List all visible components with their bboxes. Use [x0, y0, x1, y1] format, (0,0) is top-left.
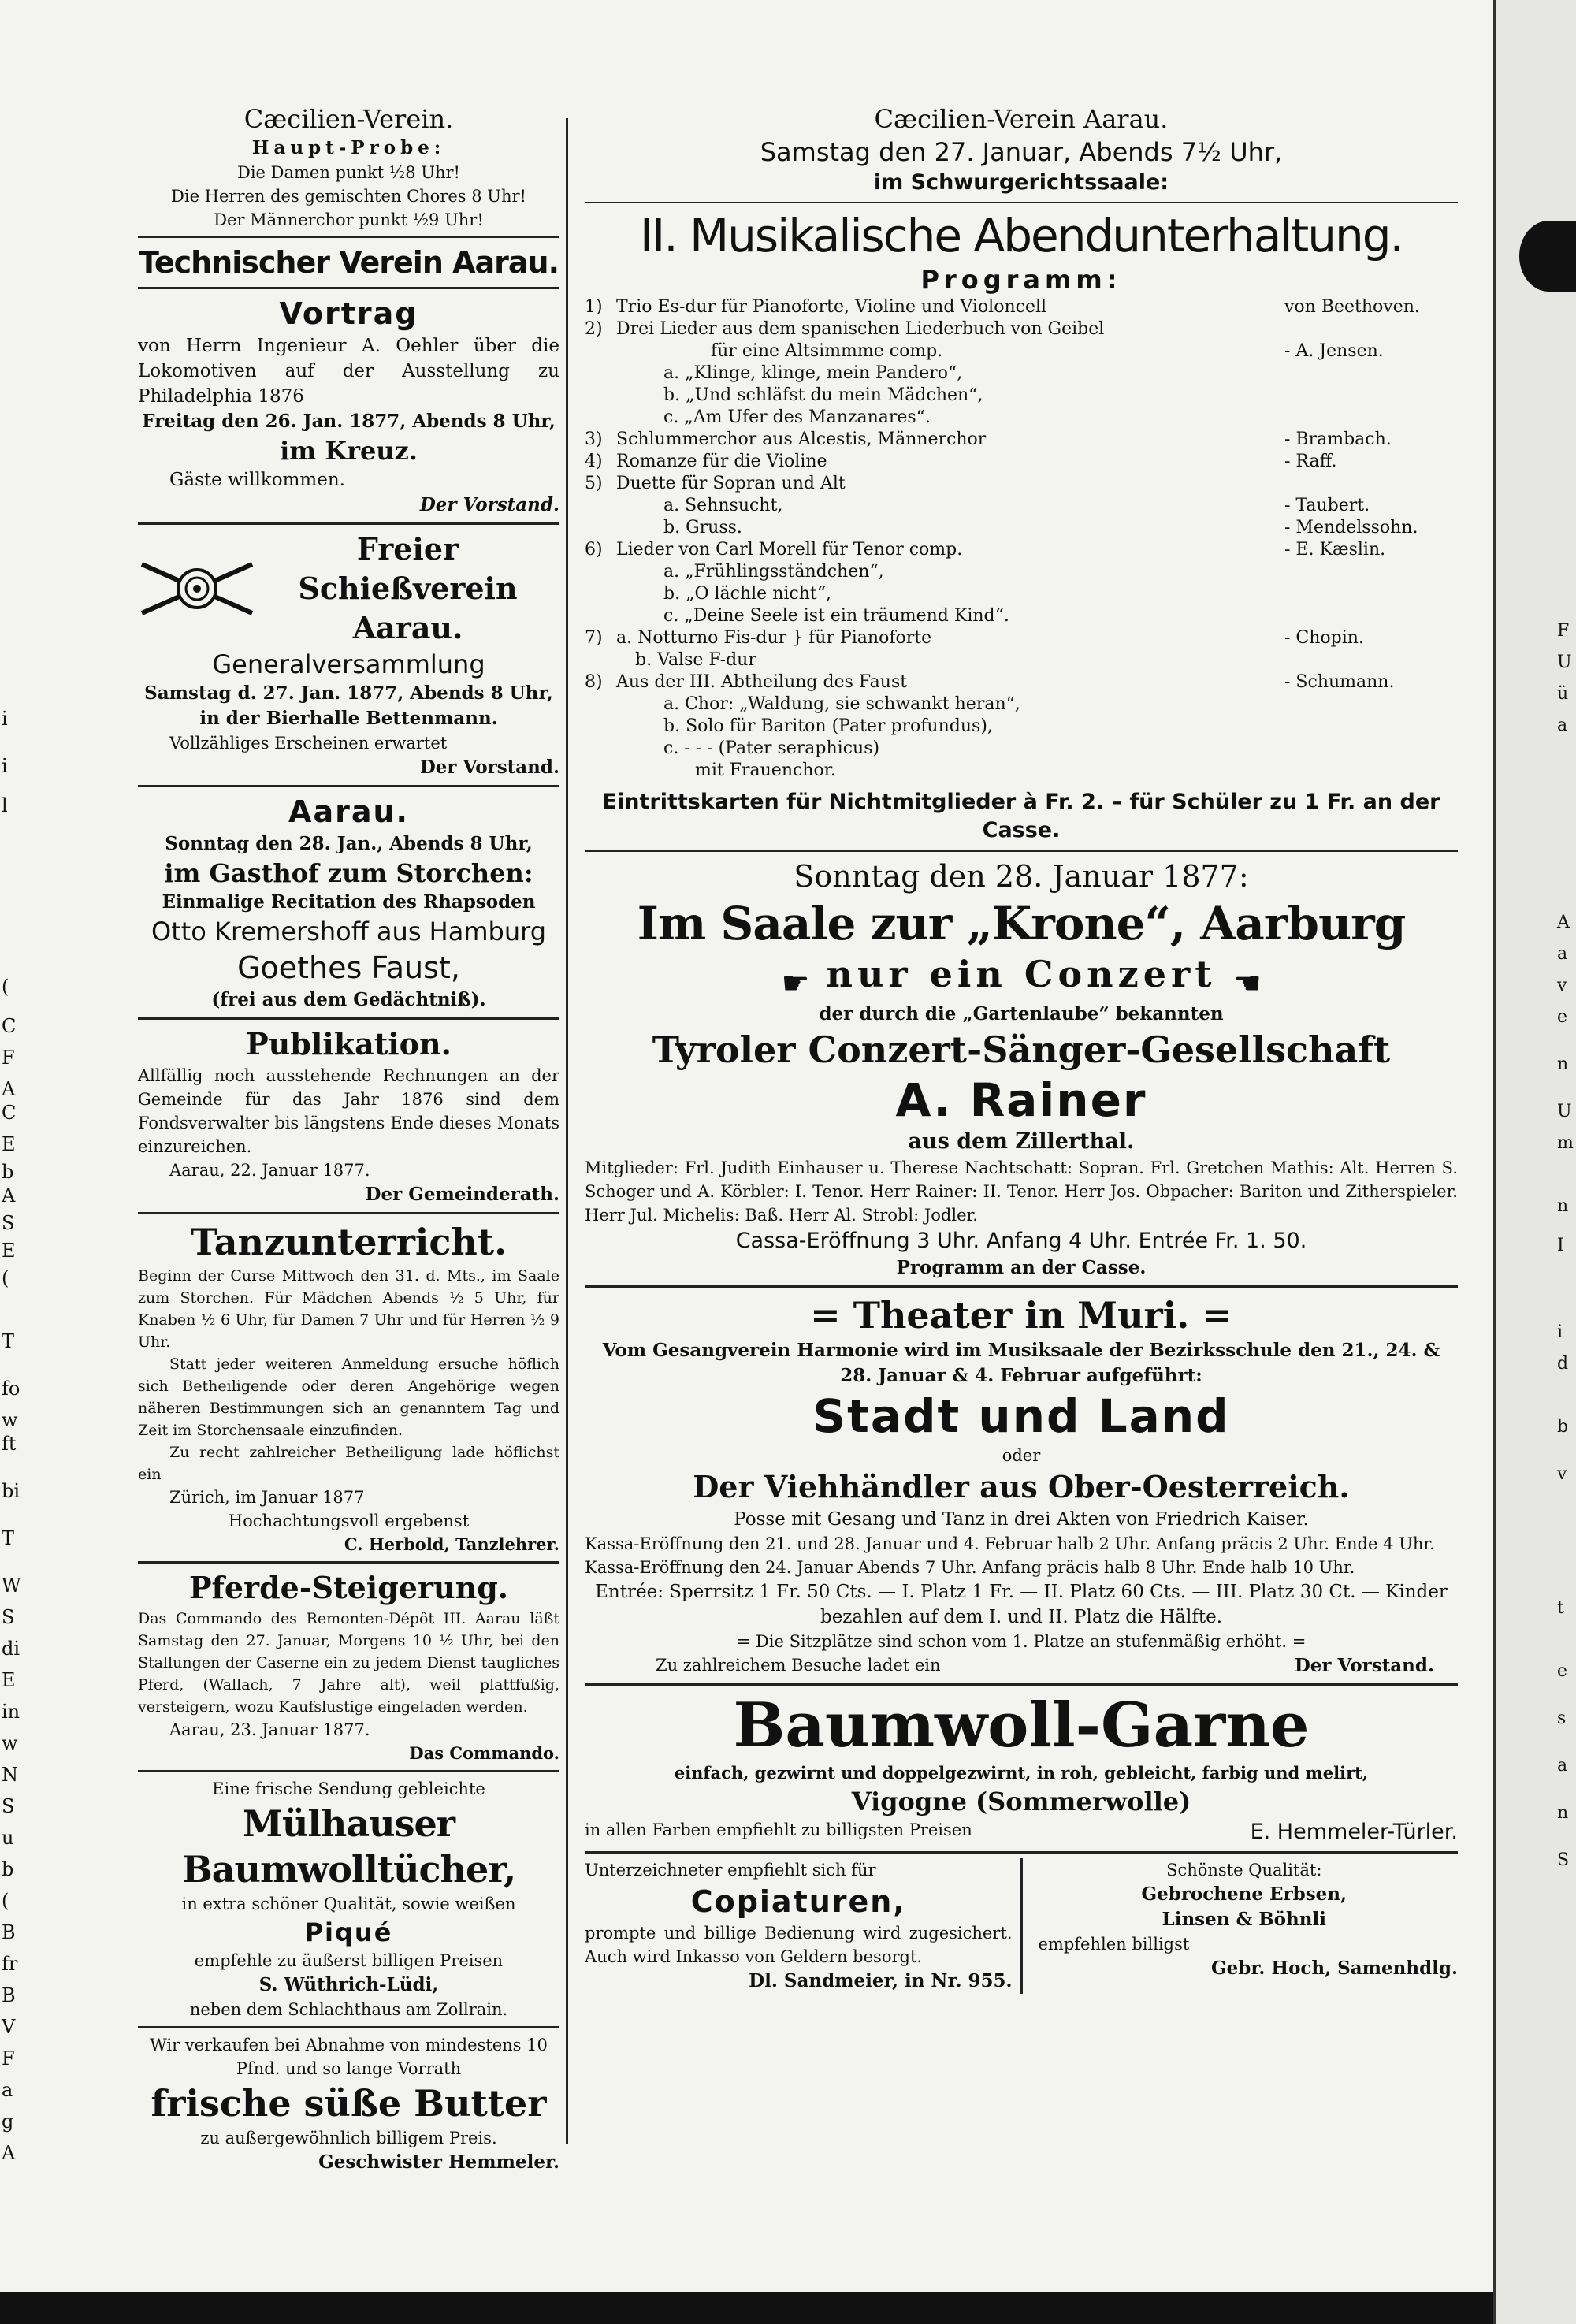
ad-play: Der Viehhändler aus Ober-Oesterreich.: [693, 1468, 1350, 1504]
ad-invite: Zu zahlreichem Besuche ladet ein: [656, 1655, 941, 1675]
margin-letter: i: [1557, 1322, 1563, 1342]
program-row: [585, 716, 1458, 738]
ad-concert: [585, 102, 1458, 845]
ad-times: Cassa-Eröffnung 3 Uhr. Anfang 4 Uhr. Entrée Fr. 1. 50.: [735, 1228, 1307, 1253]
ad-play: Stadt und Land: [812, 1389, 1230, 1443]
divider: [138, 522, 559, 525]
ad-title: Publikation.: [246, 1026, 452, 1062]
program-number: [585, 649, 616, 671]
margin-letter: ü: [1557, 684, 1569, 704]
program-number: 8): [585, 672, 603, 692]
margin-letter: E: [2, 1240, 16, 1262]
margin-letter: b: [1557, 1417, 1569, 1437]
ad-title: = Theater in Muri. =: [810, 1293, 1232, 1337]
ad-title: Cæcilien-Verein.: [243, 104, 454, 134]
ad-rainer-concert: [585, 857, 1458, 1281]
program-composer: [1284, 583, 1458, 605]
ad-subtitle: Haupt-Probe:: [251, 137, 446, 158]
margin-letter: F: [2, 2047, 15, 2069]
ad-guests: Gäste willkommen.: [169, 470, 345, 490]
divider: [138, 1212, 559, 1214]
ad-date: Samstag den 27. Januar, Abends 7½ Uhr,: [760, 137, 1283, 167]
margin-letter: e: [1557, 1661, 1568, 1681]
program-number: [585, 716, 616, 738]
margin-letter: C: [2, 1015, 17, 1037]
ad-signature: Der Vorstand.: [419, 757, 559, 778]
ad-line: Der Männerchor punkt ½9 Uhr!: [214, 210, 484, 229]
ad-note: (frei aus dem Gedächtniß).: [211, 989, 486, 1010]
ad-recommend: in allen Farben empfiehlt zu billigsten Preisen: [585, 1820, 972, 1839]
ad-date: Aarau, 23. Januar 1877.: [169, 1720, 370, 1739]
program-row: [585, 583, 1458, 605]
ad-body: Zu recht zahlreicher Betheiligung lade höflichst ein: [138, 1444, 559, 1483]
ad-signature: C. Herbold, Tanzlehrer.: [344, 1534, 559, 1554]
program-number: [585, 693, 616, 716]
ad-note: Vollzähliges Erscheinen erwartet: [169, 734, 448, 753]
program-number: [585, 517, 616, 539]
margin-letter: T: [2, 1330, 15, 1352]
ad-baumwoll-garne: [585, 1690, 1458, 1846]
program-composer: von Beethoven.: [1284, 297, 1420, 317]
program-number: 1): [585, 297, 603, 317]
program-row: [585, 385, 1458, 407]
bottom-ads-row: [585, 1858, 1458, 1994]
program-number: [585, 605, 616, 627]
program-composer: [1284, 738, 1458, 760]
program-item: Schlummerchor aus Alcestis, Männerchor: [616, 429, 987, 449]
ad-date: Sonntag den 28. Jan., Abends 8 Uhr,: [165, 833, 533, 854]
ad-title: Linsen & Böhnli: [1162, 1908, 1326, 1930]
ad-date: Zürich, im Januar 1877: [169, 1488, 365, 1507]
program-item: für eine Altsimmme comp.: [711, 341, 943, 361]
program-number: 4): [585, 452, 603, 471]
margin-letter: di: [2, 1638, 20, 1660]
program-item: a. Notturno Fis-dur } für Pianoforte: [616, 628, 932, 648]
program-composer: [1284, 561, 1458, 583]
margin-letter: w: [2, 1409, 18, 1431]
ad-work: Goethes Faust,: [237, 950, 460, 985]
ad-body: Allfällig noch ausstehende Rechnungen an der Gemeinde für das Jahr 1876 sind dem Fondsverwalter bis längstens Ende dieses Monats einzureichen.: [138, 1066, 559, 1156]
ad-title: Tanzunterricht.: [190, 1221, 507, 1263]
ad-sub: in extra schöner Qualität, sowie weißen: [181, 1895, 516, 1913]
margin-letter: F: [1557, 621, 1570, 641]
margin-letter: s: [1557, 1709, 1567, 1728]
program-composer: [1284, 363, 1458, 385]
ad-tickets: Eintrittskarten für Nichtmitglieder à Fr. 2. – für Schüler zu 1 Fr. an der Casse.: [602, 790, 1440, 842]
crossed-rifles-target-icon: [138, 556, 256, 621]
divider: [138, 1561, 559, 1564]
ad-oder: oder: [1002, 1445, 1041, 1465]
margin-letter: B: [2, 1984, 16, 2006]
program-row: [585, 296, 1458, 318]
ad-signature: Der Vorstand.: [1294, 1654, 1434, 1676]
ad-desc: einfach, gezwirnt und doppelgezwirnt, in roh, gebleicht, farbig und melirt,: [674, 1762, 1369, 1783]
ad-origin: aus dem Zillerthal.: [908, 1129, 1135, 1154]
ad-performer: Otto Kremershoff aus Hamburg: [151, 917, 546, 946]
ad-intro: Unterzeichneter empfiehlt sich für: [585, 1860, 876, 1880]
ad-body: Statt jeder weiteren Anmeldung ersuche höflich sich Betheiligende oder deren Angehörige wegen näheren Bestimmungen sich an genanntem Tag und Zeit im Storchensaale einzufinden.: [138, 1355, 559, 1439]
ad-muelhauser: [138, 1777, 559, 2021]
program-row: [585, 429, 1458, 451]
program-composer: - Mendelssohn.: [1284, 518, 1418, 537]
ad-intro: Wir verkaufen bei Abnahme von mindestens 10 Pfnd. und so lange Vorrath: [150, 2036, 548, 2078]
left-column: [138, 102, 559, 2175]
program-composer: [1284, 605, 1458, 627]
ink-blot: [1519, 221, 1576, 292]
ad-caecilien-probe: [138, 102, 559, 232]
left-margin-fragments: [0, 0, 21, 2324]
program-number: [585, 495, 616, 517]
margin-letter: S: [2, 1795, 15, 1817]
ad-vigogne: Vigogne (Sommerwolle): [851, 1786, 1191, 1816]
pointing-hand-icon: ☛: [781, 965, 810, 1002]
margin-letter: E: [2, 1133, 16, 1155]
program-item: b. Solo für Bariton (Pater profundus),: [663, 716, 993, 736]
ad-body: prompte und billige Bedienung wird zugesichert. Auch wird Inkasso von Geldern besorgt.: [585, 1923, 1013, 1966]
margin-letter: w: [2, 1732, 18, 1754]
program-number: 3): [585, 429, 603, 449]
program-row: [585, 738, 1458, 760]
ad-place: Im Saale zur „Krone“, Aarburg: [637, 897, 1406, 950]
margin-letter: m: [1557, 1133, 1574, 1153]
ad-title: Gebrochene Erbsen,: [1141, 1883, 1347, 1905]
ad-tanzunterricht: [138, 1219, 559, 1556]
ad-event: II. Musikalische Abendunterhaltung.: [640, 209, 1403, 262]
margin-letter: in: [2, 1701, 20, 1723]
ad-title: Mülhauser Baumwolltücher,: [181, 1802, 516, 1891]
ad-pferde-steigerung: [138, 1568, 559, 1765]
margin-letter: a: [2, 2079, 13, 2101]
programm-label: Programm:: [920, 265, 1122, 295]
program-composer: [1284, 760, 1458, 782]
pointing-hand-icon: ☛: [1232, 965, 1262, 1002]
margin-letter: B: [2, 1921, 16, 1943]
margin-letter: fo: [2, 1378, 20, 1400]
divider: [138, 785, 559, 787]
program-item: c. - - - (Pater seraphicus): [663, 738, 880, 758]
program-item: Drei Lieder aus dem spanischen Liederbuch von Geibel: [616, 319, 1105, 339]
margin-letter: A: [2, 1078, 16, 1100]
program-item: a. Chor: „Waldung, sie schwankt heran“,: [663, 694, 1020, 714]
program-composer: [1284, 407, 1458, 429]
ad-event: Einmalige Recitation des Rhapsoden: [162, 891, 536, 913]
ad-signature: Der Vorstand.: [419, 494, 559, 515]
program-row: [585, 318, 1458, 340]
margin-letter: i: [2, 755, 8, 777]
program-item: Aus der III. Abtheilung des Faust: [616, 672, 908, 692]
margin-letter: d: [1557, 1354, 1569, 1374]
program-item: b. „Und schläfst du mein Mädchen“,: [663, 385, 983, 405]
margin-letter: u: [2, 1827, 14, 1849]
program-number: [585, 385, 616, 407]
margin-letter: v: [1557, 976, 1567, 995]
margin-letter: a: [1557, 716, 1568, 735]
divider: [138, 2026, 559, 2028]
program-row: [585, 363, 1458, 385]
divider: [585, 1851, 1458, 1854]
program-number: [585, 340, 616, 363]
ad-place: im Gasthof zum Storchen:: [164, 858, 533, 888]
program-row: [585, 340, 1458, 363]
ad-signature: S. Wüthrich-Lüdi,: [258, 1974, 439, 1995]
ad-theater-muri: [585, 1292, 1458, 1679]
program-number: [585, 583, 616, 605]
ad-title: Copiaturen,: [690, 1883, 906, 1919]
program-number: [585, 738, 616, 760]
ad-date: Sonntag den 28. Januar 1877:: [794, 859, 1249, 894]
program-composer: [1284, 693, 1458, 716]
program-composer: - Chopin.: [1284, 628, 1364, 648]
divider: [585, 1285, 1458, 1288]
ad-butter: [138, 2033, 559, 2175]
ad-intro: Vom Gesangverein Harmonie wird im Musiksaale der Bezirksschule den 21., 24. & 28. Januar & 4. Februar aufgeführt:: [602, 1339, 1440, 1386]
ad-entree: Entrée: Sperrsitz 1 Fr. 50 Cts. — I. Platz 1 Fr. — II. Platz 60 Cts. — III. Platz 30 Ct. — Kinder bezahlen auf dem I. und II. Platz die Hälfte.: [595, 1581, 1448, 1627]
program-composer: - E. Kæslin.: [1284, 540, 1386, 560]
ad-technischer-verein: [138, 243, 559, 518]
ad-publikation: [138, 1024, 559, 1207]
program-item: Romanze für die Violine: [616, 452, 827, 471]
ad-times: Kassa-Eröffnung den 24. Januar Abends 7 Uhr. Anfang präcis halb 8 Uhr. Ende halb 10 Uhr.: [585, 1557, 1355, 1577]
ad-signature: Geschwister Hemmeler.: [318, 2151, 559, 2173]
divider: [585, 1683, 1458, 1686]
program-item: Duette für Sopran und Alt: [616, 474, 846, 493]
margin-letter: C: [2, 1102, 17, 1124]
margin-letter: (: [2, 1267, 9, 1289]
ad-signature: Gebr. Hoch, Samenhdlg.: [1210, 1957, 1458, 1979]
column-divider: [566, 118, 568, 2144]
scan-edge: [0, 2292, 1493, 2324]
ad-date: Aarau, 22. Januar 1877.: [169, 1161, 370, 1180]
margin-letter: t: [1557, 1598, 1564, 1618]
program-number: 5): [585, 474, 603, 493]
margin-letter: n: [1557, 1054, 1569, 1074]
program-row: [585, 407, 1458, 429]
program-row: [585, 671, 1458, 693]
program-row: [585, 605, 1458, 627]
ad-line: Die Damen punkt ½8 Uhr!: [237, 163, 460, 182]
program-number: [585, 760, 616, 782]
program-item: b. Gruss.: [663, 518, 742, 537]
ad-known: der durch die „Gartenlaube“ bekannten: [819, 1002, 1224, 1024]
ad-gebr-hoch: [1031, 1858, 1459, 1994]
program-composer: [1284, 385, 1458, 407]
program-number: 7): [585, 628, 603, 648]
margin-letter: a: [1557, 944, 1568, 964]
margin-letter: U: [1557, 1102, 1572, 1121]
ad-signature: Dl. Sandmeier, in Nr. 955.: [749, 1969, 1013, 1991]
program-item: b. Valse F-dur: [635, 650, 756, 670]
margin-letter: n: [1557, 1196, 1569, 1216]
margin-letter: (: [2, 976, 9, 998]
program-composer: [1284, 318, 1458, 340]
margin-letter: i: [2, 708, 8, 730]
ad-pique: Piqué: [304, 1917, 393, 1947]
program-item: a. Sehnsucht,: [663, 496, 783, 515]
program-table: [585, 296, 1458, 782]
program-composer: - Brambach.: [1284, 429, 1392, 449]
margin-letter: I: [1557, 1236, 1564, 1255]
program-row: [585, 627, 1458, 649]
ad-body: von Herrn Ingenieur A. Oehler über die Lokomotiven auf der Ausstellung zu Philadelphia 1876: [138, 336, 559, 407]
program-number: 2): [585, 319, 603, 339]
ad-company: Tyroler Conzert-Sänger-Gesellschaft: [652, 1028, 1391, 1071]
program-composer: [1284, 473, 1458, 495]
program-number: [585, 363, 616, 385]
ad-title: frische süße Butter: [151, 2082, 547, 2125]
program-composer: - Schumann.: [1284, 672, 1395, 692]
ad-body: Beginn der Curse Mittwoch den 31. d. Mts., im Saale zum Storchen. Für Mädchen Abends ½ 5 Uhr, für Knaben ½ 6 Uhr, für Damen 7 Uhr und für Herren ½ 9 Uhr.: [138, 1267, 559, 1351]
program-row: [585, 451, 1458, 473]
margin-letter: W: [2, 1575, 21, 1597]
right-column: [585, 102, 1458, 1994]
ad-signature: E. Hemmeler-Türler.: [1250, 1819, 1458, 1844]
program-item: b. „O lächle nicht“,: [663, 584, 831, 604]
margin-letter: U: [1557, 653, 1572, 672]
ad-schiessverein: [138, 530, 559, 780]
program-composer: [1284, 716, 1458, 738]
program-composer: - Taubert.: [1284, 496, 1370, 515]
program-number: [585, 561, 616, 583]
ad-aarau-recitation: [138, 792, 559, 1013]
ad-price: zu außergewöhnlich billigem Preis.: [200, 2129, 497, 2147]
program-item: a. „Frühlingsständchen“,: [663, 562, 884, 582]
margin-letter: b: [2, 1858, 14, 1880]
margin-letter: n: [1557, 1803, 1569, 1823]
ad-times: Kassa-Eröffnung den 21. und 28. Januar und 4. Februar halb 2 Uhr. Anfang präcis 2 Uhr. Ende 4 Uhr.: [585, 1534, 1435, 1553]
ad-name: A. Rainer: [895, 1073, 1147, 1127]
margin-letter: g: [2, 2110, 14, 2133]
divider: [138, 1017, 559, 1020]
ad-heading: Vortrag: [279, 296, 418, 331]
ad-title: Freier Schießverein: [298, 531, 518, 606]
margin-letter: A: [1557, 913, 1570, 932]
program-number: 6): [585, 540, 603, 560]
margin-letter: V: [2, 2016, 16, 2038]
ad-title: Cæcilien-Verein Aarau.: [874, 104, 1169, 134]
program-item: Trio Es-dur für Pianoforte, Violine und Violoncell: [616, 297, 1047, 317]
program-item: mit Frauenchor.: [695, 760, 836, 780]
ad-date: Samstag d. 27. Jan. 1877, Abends 8 Uhr,: [144, 682, 553, 704]
program-item: c. „Am Ufer des Manzanares“.: [663, 407, 931, 427]
program-row: [585, 561, 1458, 583]
ad-signature: Der Gemeinderath.: [365, 1184, 559, 1205]
ad-body: Das Commando des Remonten-Dépôt III. Aarau läßt Samstag den 27. Januar, Morgens 10 ½ Uhr, bei den Stallungen der Caserne ein zu jedem Dienst taugliches Pferd, (Wallach, 7 Jahre alt), weil plattfußig, versteigern, wozu Kaufslustige eingeladen werden.: [138, 1610, 559, 1716]
adjacent-page-edge: [1493, 0, 1576, 2324]
program-item: a. „Klinge, klinge, mein Pandero“,: [663, 363, 963, 383]
margin-letter: a: [1557, 1756, 1568, 1776]
ad-signature: Das Commando.: [409, 1743, 559, 1763]
ad-title: Aarau.: [288, 794, 409, 829]
margin-letter: N: [2, 1764, 18, 1786]
ad-only: nur ein Conzert: [826, 953, 1217, 995]
program-composer: - Raff.: [1284, 452, 1337, 471]
ad-heading: Generalversammlung: [212, 649, 485, 679]
ad-closing: Hochachtungsvoll ergebenst: [228, 1512, 470, 1530]
margin-letter: b: [2, 1161, 14, 1183]
margin-letter: T: [2, 1527, 15, 1549]
ad-title: Technischer Verein Aarau.: [138, 245, 559, 280]
program-item: Lieder von Carl Morell für Tenor comp.: [616, 540, 963, 560]
program-row: [585, 649, 1458, 671]
margin-letter: A: [2, 1184, 16, 1207]
ad-place: im Kreuz.: [280, 436, 418, 466]
ad-title: Aarau.: [352, 610, 463, 645]
ad-intro: Eine frische Sendung gebleichte: [212, 1779, 485, 1798]
margin-letter: bi: [2, 1480, 20, 1502]
margin-letter: (: [2, 1890, 9, 1912]
ad-seats: = Die Sitzplätze sind schon vom 1. Platze an stufenmäßig erhöht. =: [736, 1631, 1307, 1651]
ad-desc: Posse mit Gesang und Tanz in drei Akten von Friedrich Kaiser.: [734, 1508, 1309, 1530]
divider: [585, 202, 1458, 203]
ad-intro: Schönste Qualität:: [1166, 1860, 1322, 1880]
margin-letter: ft: [2, 1433, 17, 1455]
divider: [1020, 1858, 1023, 1994]
ad-programm: Programm an der Casse.: [896, 1256, 1147, 1278]
program-item: c. „Deine Seele ist ein träumend Kind“.: [663, 606, 1009, 626]
margin-letter: S: [1557, 1850, 1570, 1870]
program-row: [585, 693, 1458, 716]
margin-letter: S: [2, 1212, 15, 1234]
divider: [138, 1770, 559, 1772]
margin-letter: l: [2, 794, 8, 816]
ad-place: im Schwurgerichtssaale:: [873, 170, 1169, 195]
margin-letter: E: [2, 1669, 16, 1691]
margin-letter: e: [1557, 1007, 1568, 1027]
program-composer: [1284, 649, 1458, 671]
margin-letter: S: [2, 1606, 15, 1628]
program-row: [585, 495, 1458, 517]
ad-address: neben dem Schlachthaus am Zollrain.: [189, 2000, 508, 2019]
ad-recommend: empfehlen billigst: [1038, 1934, 1190, 1954]
ad-place: in der Bierhalle Bettenmann.: [199, 708, 498, 729]
program-composer: - A. Jensen.: [1284, 341, 1384, 361]
divider: [585, 850, 1458, 852]
program-number: [585, 407, 616, 429]
ad-copiaturen: [585, 1858, 1013, 1994]
program-row: [585, 760, 1458, 782]
program-row: [585, 517, 1458, 539]
margin-letter: A: [2, 2142, 16, 2164]
program-row: [585, 539, 1458, 561]
divider: [138, 236, 559, 238]
program-row: [585, 473, 1458, 495]
margin-letter: fr: [2, 1953, 18, 1975]
margin-letter: v: [1557, 1464, 1567, 1484]
margin-letter: F: [2, 1047, 15, 1069]
ad-line: Die Herren des gemischten Chores 8 Uhr!: [171, 187, 526, 206]
ad-title: Baumwoll-Garne: [733, 1689, 1310, 1761]
ad-members: Mitglieder: Frl. Judith Einhauser u. Therese Nachtschatt: Sopran. Frl. Gretchen Mathis: Alt. Herren S. Schoger und A. Körbler: I. Tenor. Herr Rainer: II. Tenor. Herr Jos. Obpacher: Bariton und Zitherspieler. Herr Jul. Michelis: Baß. Herr Al. Strobl: Jodler.: [585, 1158, 1458, 1225]
ad-date: Freitag den 26. Jan. 1877, Abends 8 Uhr,: [142, 411, 556, 432]
divider: [138, 287, 559, 289]
ad-recommend: empfehle zu äußerst billigen Preisen: [194, 1951, 504, 1970]
ad-title: Pferde-Steigerung.: [188, 1570, 509, 1605]
